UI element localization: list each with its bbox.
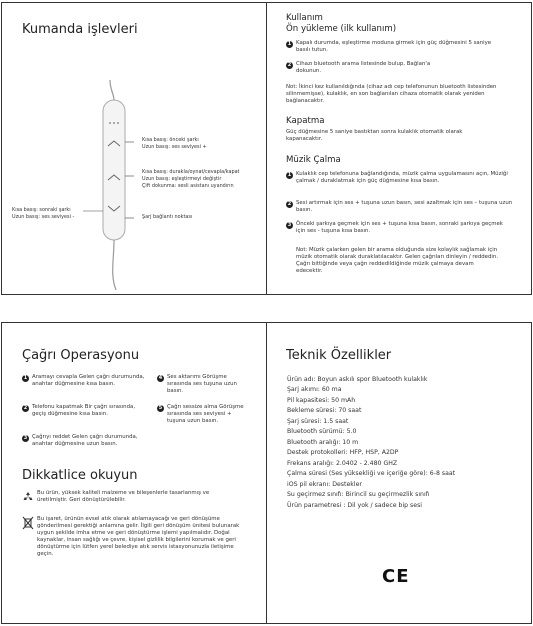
technical-specs-title: Teknik Özellikler bbox=[286, 348, 392, 363]
spec-battery-capacity: Pil kapasitesi: 50 mAh bbox=[287, 397, 356, 404]
spec-charge-time: Şarj süresi: 1.5 saat bbox=[287, 418, 349, 425]
call-number-1: 1 bbox=[23, 375, 28, 381]
weee-text: Bu işaret, ürünün evsel atık olarak atılamayacağı ve geri dönüşüme gönderilmesi gerektiği anlamına gelir. İlgili geri dönüşüm ünitesi bulunarak uygun şekilde imha etme ve geri dönüştürme işlemi yapılmalıdır. Doğal kaynaklar, insan sağlığı ve çevre, kişisel gizlilik bilgilerini korumak ve geri dönüştürme için lütfen yerel belediye atık servis istasyonunuzla iletişime geçin. bbox=[37, 516, 240, 557]
power-off-title: Kapatma bbox=[286, 116, 325, 126]
remote-functions-title: Kumanda işlevleri bbox=[22, 22, 138, 37]
music-note: Not: Müzik çalarken gelen bir arama olduğunda size kolaylık sağlamak için müzik otomatik olarak duraklatılacaktır. Gelen çağrıları dinleyin / reddedin. Çağrı bittiğinde veya çağrı reddedildiğinde müzik çalmaya devam edecektir. bbox=[296, 247, 499, 274]
call-hangup: Telefonu kapatmak Bir çağrı sırasında, geçiş düğmesine kısa basın. bbox=[32, 404, 136, 417]
music-step-1: Kulaklık cep telefonuna bağlandığında, müzik çalma uygulamasını açın, Müziği çalmak / duraklatmak için güç düğmesine kısa basın. bbox=[296, 171, 508, 184]
top-divider bbox=[266, 2, 267, 295]
callout-charge-port: Şarj bağlantı noktası bbox=[142, 214, 193, 220]
call-number-3: 3 bbox=[23, 435, 28, 441]
spec-protocols: Destek protokolleri: HFP, HSP, A2DP bbox=[287, 449, 399, 456]
spec-parameter: Ürün parametresi : Dil yok / sadece bip sesi bbox=[287, 502, 423, 509]
call-operation-title: Çağrı Operasyonu bbox=[22, 348, 140, 363]
preload-title: Ön yükleme (ilk kullanım) bbox=[286, 24, 397, 34]
callout-volume-up: Uzun basış: ses seviyesi + bbox=[142, 144, 207, 150]
callout-next-track: Kısa basış: sonraki şarkı bbox=[12, 207, 71, 213]
call-reject: Çağrıyı reddet Gelen çağrı durumunda, anahtar düğmesine uzun basın. bbox=[32, 434, 138, 447]
spec-ios-battery: iOS pil ekranı: Destekler bbox=[287, 481, 362, 488]
callout-play-pause: Kısa basış: durakla/oynat/cevapla/kapat bbox=[142, 169, 240, 175]
music-step-3: Önceki şarkıya geçmek için ses + tuşuna kısa basın, sonraki şarkıya geçmek için ses - tuşuna kısa basın. bbox=[296, 221, 503, 234]
spec-standby-time: Bekleme süresi: 70 saat bbox=[287, 407, 362, 414]
callout-volume-down: Uzun basış: ses seviyesi - bbox=[12, 214, 75, 220]
callout-voice-assistant: Çift dokunma: sesli asistanı uyandırın bbox=[142, 183, 234, 189]
read-carefully-title: Dikkatlice okuyun bbox=[22, 468, 138, 483]
spec-play-time: Çalma süresi (Ses yüksekliği ve içeriğe göre): 6-8 saat bbox=[287, 470, 456, 477]
power-off-text: Güç düğmesine 5 saniye bastıktan sonra kulaklık otomatik olarak kapanacaktır. bbox=[286, 129, 463, 142]
preload-note: Not: İkinci kez kullanıldığında (cihaz adı cep telefonunun bluetooth listesinden silinmemişse), kulaklık, en son bağlanılan cihaza otomatik olarak yeniden bağlanacaktır. bbox=[286, 84, 497, 104]
preload-step-2: Cihazı bluetooth arama listesinde bulup, Bağlan'a dokunun. bbox=[296, 61, 431, 74]
music-playback-title: Müzik Çalma bbox=[286, 155, 341, 165]
spec-bluetooth-range: Bluetooth aralığı: 10 m bbox=[287, 439, 359, 446]
recycle-icon bbox=[22, 491, 34, 503]
callout-prev-track: Kısa basış: önceki şarkı bbox=[142, 137, 199, 143]
music-step-number-2: 2 bbox=[287, 201, 292, 207]
music-step-2: Sesi artırmak için ses + tuşuna uzun basın, sesi azaltmak için ses – tuşuna uzun basın. bbox=[296, 200, 513, 213]
bottom-divider bbox=[266, 322, 267, 624]
recycle-text: Bu ürün, yüksek kaliteli malzeme ve bileşenlerle tasarlanmış ve üretilmiştir. Geri dönüştürülebilir. bbox=[37, 490, 210, 503]
step-number-1: 1 bbox=[287, 41, 292, 47]
call-number-5: 5 bbox=[158, 405, 163, 411]
spec-bluetooth-version: Bluetooth sürümü: 5.0 bbox=[287, 428, 357, 435]
music-step-number-1: 1 bbox=[287, 172, 292, 178]
call-audio-transfer: Ses aktarımı Görüşme sırasında ses tuşuna uzun basın. bbox=[167, 374, 237, 394]
usage-title: Kullanım bbox=[286, 13, 323, 23]
call-number-4: 4 bbox=[158, 375, 163, 381]
call-number-2: 2 bbox=[23, 405, 28, 411]
spec-charge-current: Şarj akımı: 60 ma bbox=[287, 386, 342, 393]
ce-mark: CE bbox=[382, 566, 410, 587]
weee-bin-icon bbox=[22, 516, 34, 530]
step-number-2: 2 bbox=[287, 62, 292, 68]
preload-step-1: Kapalı durumda, eşleştirme moduna girmek için güç düğmesini 5 saniye basılı tutun. bbox=[296, 40, 492, 53]
call-answer: Aramayı cevapla Gelen çağrı durumunda, anahtar düğmesine kısa basın. bbox=[32, 374, 145, 387]
music-step-number-3: 3 bbox=[287, 222, 292, 228]
callout-pairing: Uzun basış: eşleştirmeyi değiştir bbox=[142, 176, 222, 182]
spec-frequency: Frekans aralığı: 2.0402 - 2.480 GHZ bbox=[287, 460, 398, 467]
spec-waterproof: Su geçirmez sınıfı: Birincil su geçirmezlik sınıfı bbox=[287, 491, 430, 498]
spec-product-name: Ürün adı: Boyun askılı spor Bluetooth kulaklık bbox=[287, 376, 428, 383]
call-mute: Çağrı sessize alma Görüşme sırasında ses seviyesi + tuşuna uzun basın. bbox=[167, 404, 244, 424]
